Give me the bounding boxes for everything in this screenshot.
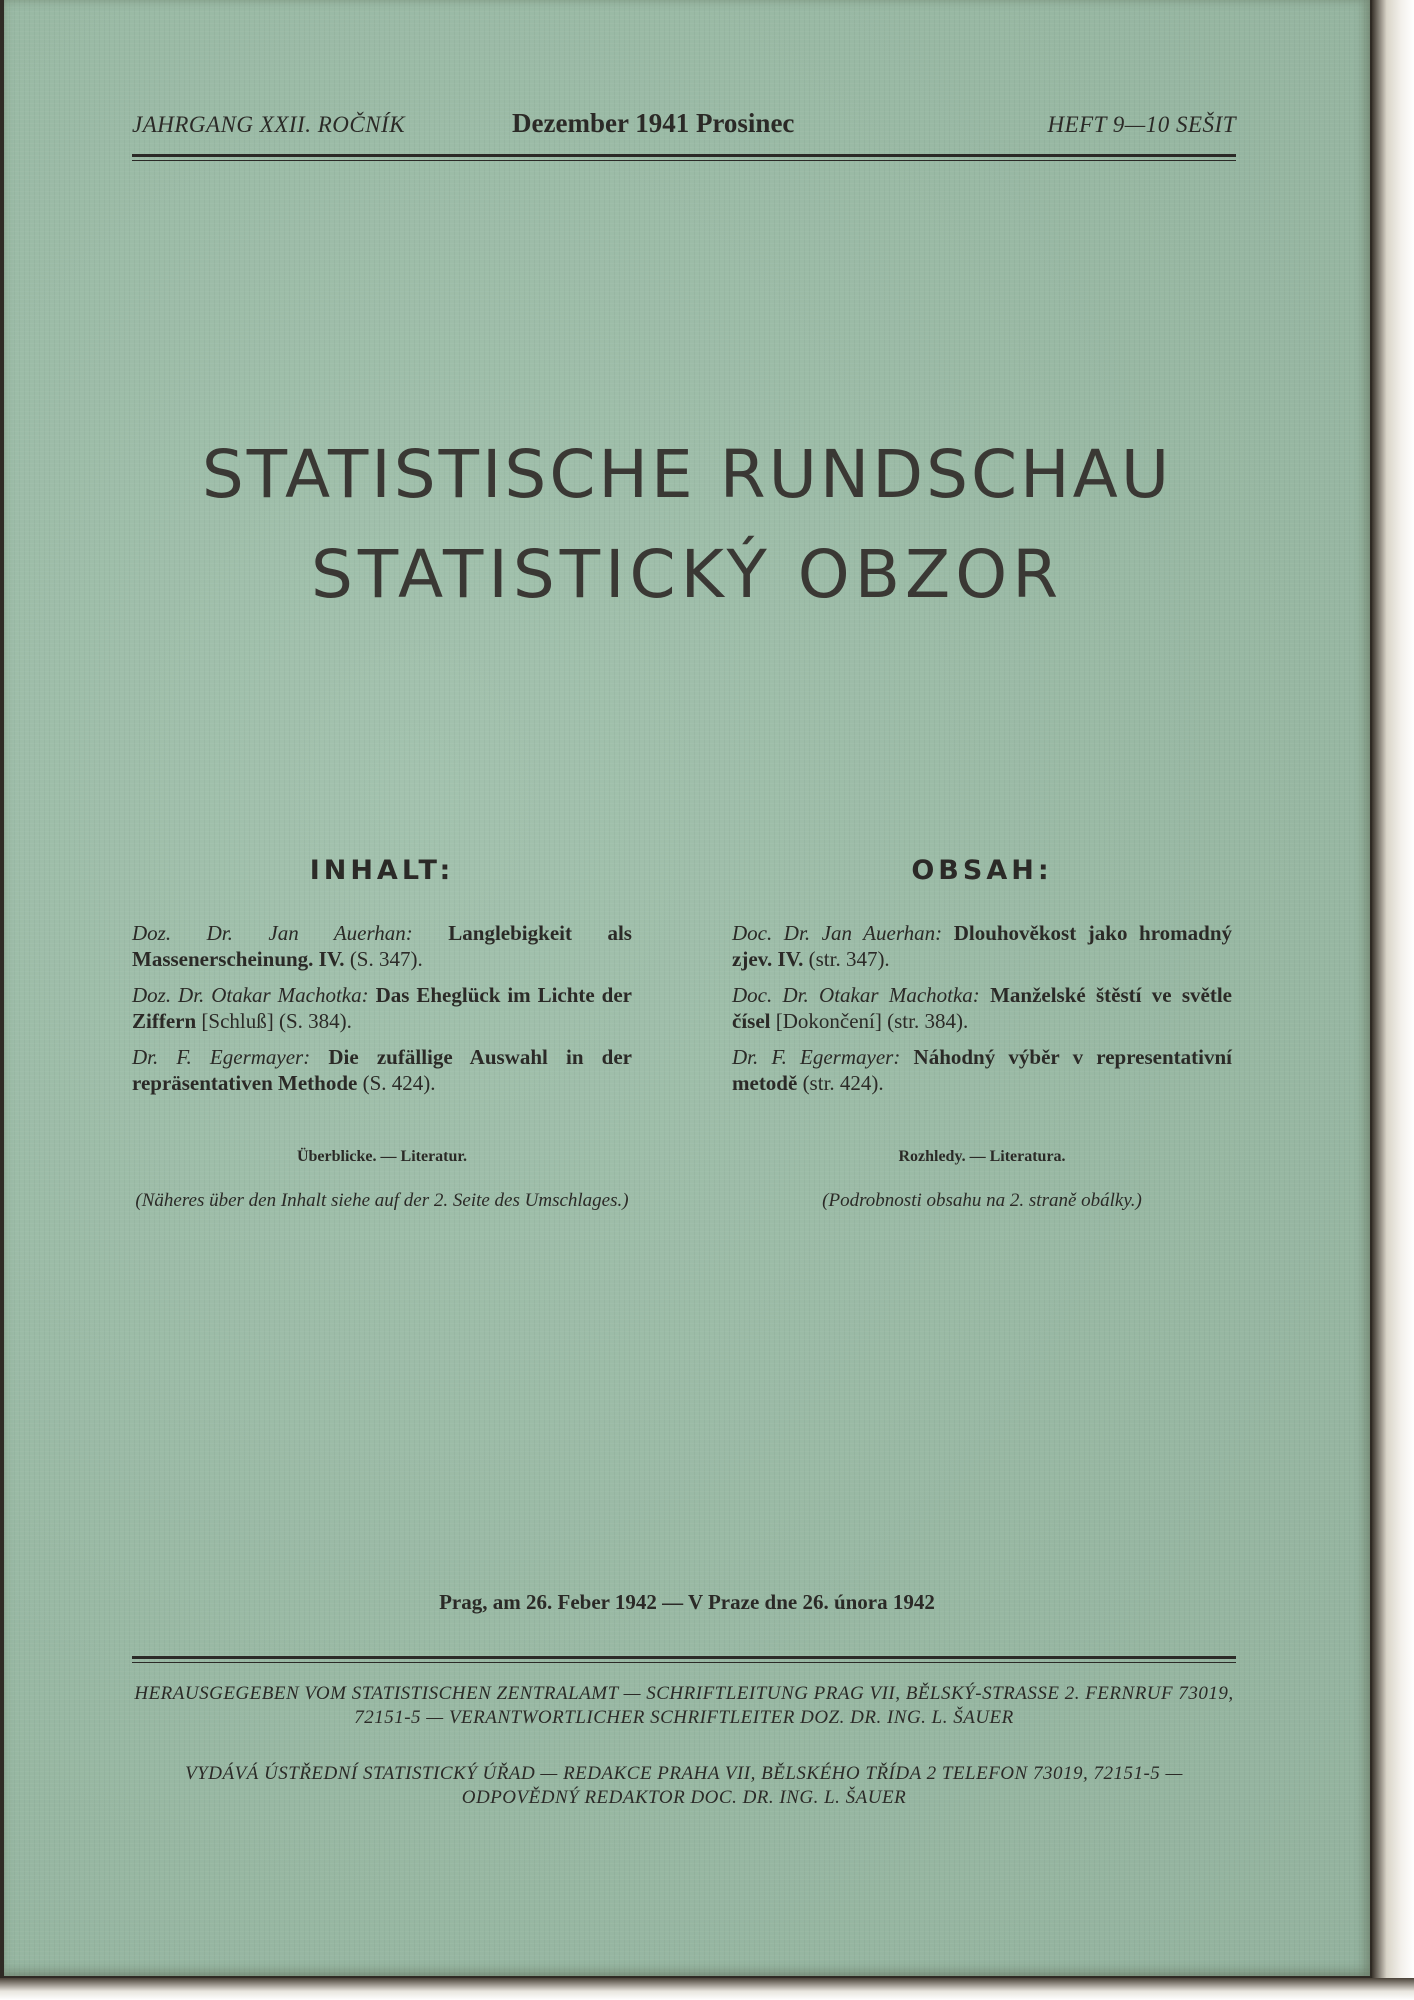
entry-title: Die zufällige Auswahl in der repräsentativen Methode	[132, 1045, 632, 1095]
contents-entry	[732, 920, 1232, 972]
contents-entry	[132, 982, 632, 1034]
publication-date: Prag, am 26. Feber 1942 — V Praze dne 26. února 1942	[439, 1590, 935, 1614]
footer-rule-thin	[132, 1662, 1236, 1663]
page-edge-bottom	[0, 1978, 1414, 2000]
contents-heading-german: INHALT:	[309, 855, 455, 886]
page-edge-right	[1372, 0, 1414, 2000]
journal-title-czech: STATISTICKÝ OBZOR	[310, 536, 1064, 613]
sections-label-german: Überblicke. — Literatur.	[296, 1148, 468, 1165]
header-rule-thin	[132, 160, 1236, 161]
entry-title: Manželské štěstí ve světle čísel	[732, 983, 1233, 1033]
entry-page: (S. 424).	[362, 1071, 436, 1095]
entry-author: Dr. F. Egermayer:	[132, 1045, 311, 1069]
contents-entry	[732, 1044, 1232, 1096]
entry-page: [Dokončení] (str. 384).	[775, 1009, 969, 1033]
contents-german	[132, 855, 632, 1214]
entry-title: Dlouhověkost jako hromadný zjev. IV.	[732, 921, 1233, 971]
contents-heading-czech: OBSAH:	[911, 855, 1053, 886]
volume-label: JAHRGANG XXII. ROČNÍK	[132, 112, 406, 137]
journal-title-german: STATISTISCHE RUNDSCHAU	[201, 436, 1173, 513]
contents-note-czech: (Podrobnosti obsahu na 2. straně obálky.)	[822, 1190, 1142, 1211]
entry-title: Das Eheglück im Lichte der Ziffern	[132, 983, 632, 1033]
contents-entry	[132, 1044, 632, 1096]
contents-entry	[132, 920, 632, 972]
contents-entry	[732, 982, 1232, 1034]
entry-page: [Schluß] (S. 384).	[201, 1009, 352, 1033]
issue-number: HEFT 9—10 SEŠIT	[1047, 112, 1236, 137]
issue-date: Dezember 1941 Prosinec	[512, 108, 795, 138]
footer-rule-thick	[132, 1656, 1236, 1659]
publisher-info-german: HERAUSGEGEBEN VOM STATISTISCHEN ZENTRALAMT — SCHRIFTLEITUNG PRAG VII, BĚLSKÝ-STRASSE 2. FERNRUF 73019, 72151-5 — VERANTWORTLICHER SCHRIFTLEITER DOZ. DR. ING. L. ŠAUER	[134, 1683, 1234, 1728]
entry-author: Doc. Dr. Otakar Machotka:	[732, 983, 980, 1007]
entry-title: Langlebigkeit als Massenerscheinung. IV.	[132, 921, 632, 971]
publisher-info-czech: VYDÁVÁ ÚSTŘEDNÍ STATISTICKÝ ÚŘAD — REDAKCE PRAHA VII, BĚLSKÉHO TŘÍDA 2 TELEFON 73019, 72151-5 — ODPOVĚDNÝ REDAKTOR DOC. DR. ING. L. ŠAUER	[185, 1763, 1183, 1808]
contents-note-german: (Näheres über den Inhalt siehe auf der 2. Seite des Umschlages.)	[135, 1190, 629, 1211]
contents-czech	[732, 855, 1233, 1214]
entry-author: Doz. Dr. Jan Auerhan:	[132, 921, 413, 945]
entry-page: (str. 424).	[802, 1071, 884, 1095]
entry-page: (str. 347).	[808, 947, 890, 971]
header-rule-thick	[132, 154, 1236, 157]
issue-header	[132, 108, 1236, 148]
entry-author: Doc. Dr. Jan Auerhan:	[732, 921, 943, 945]
entry-title: Náhodný výběr v representativní metodě	[732, 1045, 1232, 1095]
entry-author: Dr. F. Egermayer:	[732, 1045, 901, 1069]
entry-page: (S. 347).	[349, 947, 423, 971]
entry-author: Doz. Dr. Otakar Machotka:	[132, 983, 369, 1007]
sections-label-czech: Rozhledy. — Literatura.	[898, 1148, 1066, 1165]
journal-cover	[4, 0, 1370, 1976]
